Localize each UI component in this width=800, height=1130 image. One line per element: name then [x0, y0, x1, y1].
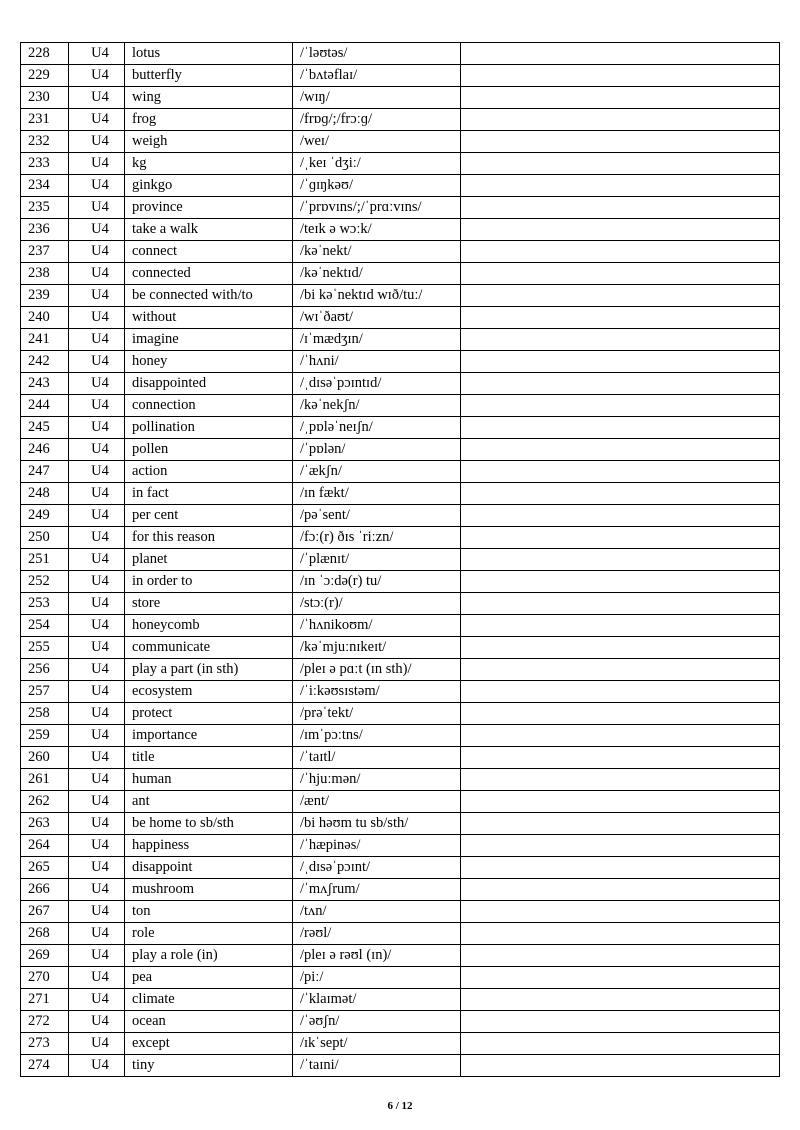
pronunciation-cell: /ˈhʌni/: [293, 351, 461, 373]
table-row: [21, 43, 780, 65]
vocabulary-table-body: [21, 43, 780, 1077]
word-cell: pea: [125, 967, 293, 989]
unit-cell: U4: [69, 571, 125, 593]
table-row: [21, 395, 780, 417]
word-cell: climate: [125, 989, 293, 1011]
unit-cell: U4: [69, 373, 125, 395]
blank-cell: [461, 417, 780, 439]
entry-number-cell: 245: [21, 417, 69, 439]
pronunciation-cell: /ˈtaɪni/: [293, 1055, 461, 1077]
unit-cell: U4: [69, 989, 125, 1011]
unit-cell: U4: [69, 395, 125, 417]
word-cell: wing: [125, 87, 293, 109]
blank-cell: [461, 967, 780, 989]
table-row: [21, 989, 780, 1011]
pronunciation-cell: /ˈhʌnikoʊm/: [293, 615, 461, 637]
table-row: [21, 439, 780, 461]
entry-number-cell: 234: [21, 175, 69, 197]
pronunciation-cell: /bi həʊm tu sb/sth/: [293, 813, 461, 835]
unit-cell: U4: [69, 813, 125, 835]
table-row: [21, 285, 780, 307]
pronunciation-cell: /ˈbʌtəflaɪ/: [293, 65, 461, 87]
unit-cell: U4: [69, 747, 125, 769]
entry-number-cell: 242: [21, 351, 69, 373]
pronunciation-cell: /ɪn ˈɔːdə(r) tu/: [293, 571, 461, 593]
blank-cell: [461, 131, 780, 153]
table-row: [21, 175, 780, 197]
blank-cell: [461, 857, 780, 879]
blank-cell: [461, 637, 780, 659]
table-row: [21, 153, 780, 175]
entry-number-cell: 265: [21, 857, 69, 879]
unit-cell: U4: [69, 329, 125, 351]
unit-cell: U4: [69, 681, 125, 703]
unit-cell: U4: [69, 659, 125, 681]
pronunciation-cell: /ˈɡɪŋkəʊ/: [293, 175, 461, 197]
table-row: [21, 1011, 780, 1033]
entry-number-cell: 256: [21, 659, 69, 681]
word-cell: butterfly: [125, 65, 293, 87]
blank-cell: [461, 373, 780, 395]
unit-cell: U4: [69, 483, 125, 505]
blank-cell: [461, 747, 780, 769]
entry-number-cell: 255: [21, 637, 69, 659]
word-cell: take a walk: [125, 219, 293, 241]
pronunciation-cell: /tʌn/: [293, 901, 461, 923]
entry-number-cell: 254: [21, 615, 69, 637]
word-cell: connect: [125, 241, 293, 263]
entry-number-cell: 232: [21, 131, 69, 153]
entry-number-cell: 236: [21, 219, 69, 241]
word-cell: communicate: [125, 637, 293, 659]
blank-cell: [461, 1011, 780, 1033]
unit-cell: U4: [69, 219, 125, 241]
entry-number-cell: 230: [21, 87, 69, 109]
entry-number-cell: 244: [21, 395, 69, 417]
blank-cell: [461, 769, 780, 791]
table-row: [21, 1033, 780, 1055]
word-cell: ton: [125, 901, 293, 923]
table-row: [21, 351, 780, 373]
entry-number-cell: 271: [21, 989, 69, 1011]
word-cell: role: [125, 923, 293, 945]
word-cell: for this reason: [125, 527, 293, 549]
pronunciation-cell: /piː/: [293, 967, 461, 989]
table-row: [21, 131, 780, 153]
word-cell: frog: [125, 109, 293, 131]
table-row: [21, 901, 780, 923]
unit-cell: U4: [69, 153, 125, 175]
word-cell: imagine: [125, 329, 293, 351]
entry-number-cell: 273: [21, 1033, 69, 1055]
blank-cell: [461, 835, 780, 857]
table-row: [21, 549, 780, 571]
entry-number-cell: 253: [21, 593, 69, 615]
word-cell: connected: [125, 263, 293, 285]
table-row: [21, 197, 780, 219]
table-row: [21, 1055, 780, 1077]
word-cell: be connected with/to: [125, 285, 293, 307]
blank-cell: [461, 901, 780, 923]
entry-number-cell: 269: [21, 945, 69, 967]
pronunciation-cell: /ɪn fækt/: [293, 483, 461, 505]
pronunciation-cell: /ˌpɒləˈneɪʃn/: [293, 417, 461, 439]
word-cell: human: [125, 769, 293, 791]
entry-number-cell: 233: [21, 153, 69, 175]
word-cell: honey: [125, 351, 293, 373]
pronunciation-cell: /ˈmʌʃrum/: [293, 879, 461, 901]
pronunciation-cell: /pleɪ ə pɑːt (ɪn sth)/: [293, 659, 461, 681]
pronunciation-cell: /ɪkˈsept/: [293, 1033, 461, 1055]
unit-cell: U4: [69, 1033, 125, 1055]
entry-number-cell: 267: [21, 901, 69, 923]
table-row: [21, 307, 780, 329]
unit-cell: U4: [69, 615, 125, 637]
word-cell: be home to sb/sth: [125, 813, 293, 835]
entry-number-cell: 268: [21, 923, 69, 945]
pronunciation-cell: /ˈplænɪt/: [293, 549, 461, 571]
blank-cell: [461, 593, 780, 615]
blank-cell: [461, 219, 780, 241]
table-row: [21, 263, 780, 285]
entry-number-cell: 235: [21, 197, 69, 219]
pronunciation-cell: /fɔː(r) ðɪs ˈriːzn/: [293, 527, 461, 549]
word-cell: planet: [125, 549, 293, 571]
pronunciation-cell: /ˈhjuːmən/: [293, 769, 461, 791]
table-row: [21, 813, 780, 835]
word-cell: ant: [125, 791, 293, 813]
blank-cell: [461, 813, 780, 835]
blank-cell: [461, 263, 780, 285]
table-row: [21, 637, 780, 659]
blank-cell: [461, 307, 780, 329]
word-cell: per cent: [125, 505, 293, 527]
pronunciation-cell: /ˈiːkəʊsɪstəm/: [293, 681, 461, 703]
table-row: [21, 747, 780, 769]
word-cell: honeycomb: [125, 615, 293, 637]
unit-cell: U4: [69, 703, 125, 725]
blank-cell: [461, 175, 780, 197]
word-cell: connection: [125, 395, 293, 417]
blank-cell: [461, 989, 780, 1011]
pronunciation-cell: /ˈpɒlən/: [293, 439, 461, 461]
entry-number-cell: 266: [21, 879, 69, 901]
blank-cell: [461, 505, 780, 527]
table-row: [21, 593, 780, 615]
unit-cell: U4: [69, 967, 125, 989]
table-row: [21, 945, 780, 967]
entry-number-cell: 241: [21, 329, 69, 351]
word-cell: ocean: [125, 1011, 293, 1033]
pronunciation-cell: /kəˈnekʃn/: [293, 395, 461, 417]
pronunciation-cell: /ˌkeɪ ˈdʒiː/: [293, 153, 461, 175]
word-cell: ecosystem: [125, 681, 293, 703]
pronunciation-cell: /kəˈmjuːnɪkeɪt/: [293, 637, 461, 659]
entry-number-cell: 260: [21, 747, 69, 769]
pronunciation-cell: /ˈækʃn/: [293, 461, 461, 483]
blank-cell: [461, 43, 780, 65]
blank-cell: [461, 615, 780, 637]
pronunciation-cell: /ˈklaɪmət/: [293, 989, 461, 1011]
entry-number-cell: 250: [21, 527, 69, 549]
unit-cell: U4: [69, 549, 125, 571]
entry-number-cell: 252: [21, 571, 69, 593]
blank-cell: [461, 483, 780, 505]
blank-cell: [461, 153, 780, 175]
entry-number-cell: 229: [21, 65, 69, 87]
word-cell: title: [125, 747, 293, 769]
unit-cell: U4: [69, 417, 125, 439]
entry-number-cell: 243: [21, 373, 69, 395]
pronunciation-cell: /frɒɡ/;/frɔːɡ/: [293, 109, 461, 131]
word-cell: action: [125, 461, 293, 483]
word-cell: tiny: [125, 1055, 293, 1077]
word-cell: happiness: [125, 835, 293, 857]
word-cell: importance: [125, 725, 293, 747]
table-row: [21, 725, 780, 747]
word-cell: store: [125, 593, 293, 615]
blank-cell: [461, 197, 780, 219]
entry-number-cell: 257: [21, 681, 69, 703]
blank-cell: [461, 65, 780, 87]
table-row: [21, 109, 780, 131]
word-cell: disappoint: [125, 857, 293, 879]
unit-cell: U4: [69, 285, 125, 307]
table-row: [21, 769, 780, 791]
blank-cell: [461, 945, 780, 967]
unit-cell: U4: [69, 1011, 125, 1033]
table-row: [21, 659, 780, 681]
blank-cell: [461, 439, 780, 461]
unit-cell: U4: [69, 307, 125, 329]
table-row: [21, 87, 780, 109]
word-cell: without: [125, 307, 293, 329]
vocabulary-table: [20, 42, 780, 1077]
table-row: [21, 373, 780, 395]
blank-cell: [461, 703, 780, 725]
blank-cell: [461, 879, 780, 901]
unit-cell: U4: [69, 351, 125, 373]
blank-cell: [461, 329, 780, 351]
blank-cell: [461, 285, 780, 307]
unit-cell: U4: [69, 109, 125, 131]
unit-cell: U4: [69, 65, 125, 87]
pronunciation-cell: /ˌdɪsəˈpɔɪnt/: [293, 857, 461, 879]
unit-cell: U4: [69, 835, 125, 857]
table-row: [21, 967, 780, 989]
unit-cell: U4: [69, 197, 125, 219]
word-cell: protect: [125, 703, 293, 725]
entry-number-cell: 264: [21, 835, 69, 857]
unit-cell: U4: [69, 901, 125, 923]
blank-cell: [461, 1033, 780, 1055]
unit-cell: U4: [69, 175, 125, 197]
word-cell: pollen: [125, 439, 293, 461]
pronunciation-cell: /teɪk ə wɔːk/: [293, 219, 461, 241]
pronunciation-cell: /ænt/: [293, 791, 461, 813]
blank-cell: [461, 571, 780, 593]
pronunciation-cell: /pəˈsent/: [293, 505, 461, 527]
pronunciation-cell: /ˈəʊʃn/: [293, 1011, 461, 1033]
table-row: [21, 527, 780, 549]
unit-cell: U4: [69, 879, 125, 901]
table-row: [21, 505, 780, 527]
entry-number-cell: 270: [21, 967, 69, 989]
table-row: [21, 791, 780, 813]
page-number: 6 / 12: [387, 1100, 413, 1112]
blank-cell: [461, 87, 780, 109]
unit-cell: U4: [69, 131, 125, 153]
table-row: [21, 483, 780, 505]
table-row: [21, 615, 780, 637]
table-row: [21, 65, 780, 87]
pronunciation-cell: /ˈtaɪtl/: [293, 747, 461, 769]
table-row: [21, 417, 780, 439]
pronunciation-cell: /wɪˈðaʊt/: [293, 307, 461, 329]
unit-cell: U4: [69, 593, 125, 615]
table-row: [21, 681, 780, 703]
entry-number-cell: 272: [21, 1011, 69, 1033]
word-cell: except: [125, 1033, 293, 1055]
unit-cell: U4: [69, 263, 125, 285]
entry-number-cell: 259: [21, 725, 69, 747]
word-cell: ginkgo: [125, 175, 293, 197]
pronunciation-cell: /ˈləʊtəs/: [293, 43, 461, 65]
entry-number-cell: 239: [21, 285, 69, 307]
unit-cell: U4: [69, 945, 125, 967]
pronunciation-cell: /ˈprɒvɪns/;/ˈprɑːvɪns/: [293, 197, 461, 219]
table-row: [21, 571, 780, 593]
unit-cell: U4: [69, 461, 125, 483]
pronunciation-cell: /weɪ/: [293, 131, 461, 153]
pronunciation-cell: /ɪˈmædʒɪn/: [293, 329, 461, 351]
word-cell: kg: [125, 153, 293, 175]
unit-cell: U4: [69, 791, 125, 813]
entry-number-cell: 247: [21, 461, 69, 483]
word-cell: play a role (in): [125, 945, 293, 967]
pronunciation-cell: /rəʊl/: [293, 923, 461, 945]
pronunciation-cell: /kəˈnektɪd/: [293, 263, 461, 285]
unit-cell: U4: [69, 857, 125, 879]
entry-number-cell: 262: [21, 791, 69, 813]
unit-cell: U4: [69, 505, 125, 527]
entry-number-cell: 274: [21, 1055, 69, 1077]
table-row: [21, 461, 780, 483]
blank-cell: [461, 1055, 780, 1077]
table-row: [21, 857, 780, 879]
word-cell: in fact: [125, 483, 293, 505]
pronunciation-cell: /ˌdɪsəˈpɔɪntɪd/: [293, 373, 461, 395]
blank-cell: [461, 923, 780, 945]
word-cell: province: [125, 197, 293, 219]
entry-number-cell: 263: [21, 813, 69, 835]
word-cell: play a part (in sth): [125, 659, 293, 681]
pronunciation-cell: /kəˈnekt/: [293, 241, 461, 263]
unit-cell: U4: [69, 1055, 125, 1077]
word-cell: pollination: [125, 417, 293, 439]
unit-cell: U4: [69, 725, 125, 747]
unit-cell: U4: [69, 923, 125, 945]
table-row: [21, 241, 780, 263]
unit-cell: U4: [69, 43, 125, 65]
table-row: [21, 219, 780, 241]
word-cell: mushroom: [125, 879, 293, 901]
unit-cell: U4: [69, 769, 125, 791]
blank-cell: [461, 527, 780, 549]
entry-number-cell: 237: [21, 241, 69, 263]
blank-cell: [461, 351, 780, 373]
blank-cell: [461, 681, 780, 703]
word-cell: weigh: [125, 131, 293, 153]
table-row: [21, 703, 780, 725]
entry-number-cell: 228: [21, 43, 69, 65]
unit-cell: U4: [69, 241, 125, 263]
blank-cell: [461, 659, 780, 681]
entry-number-cell: 258: [21, 703, 69, 725]
entry-number-cell: 248: [21, 483, 69, 505]
entry-number-cell: 261: [21, 769, 69, 791]
pronunciation-cell: /prəˈtekt/: [293, 703, 461, 725]
entry-number-cell: 251: [21, 549, 69, 571]
unit-cell: U4: [69, 527, 125, 549]
unit-cell: U4: [69, 87, 125, 109]
pronunciation-cell: /bi kəˈnektɪd wɪð/tuː/: [293, 285, 461, 307]
pronunciation-cell: /ˈhæpinəs/: [293, 835, 461, 857]
pronunciation-cell: /ɪmˈpɔːtns/: [293, 725, 461, 747]
blank-cell: [461, 791, 780, 813]
blank-cell: [461, 395, 780, 417]
blank-cell: [461, 109, 780, 131]
pronunciation-cell: /pleɪ ə rəʊl (ɪn)/: [293, 945, 461, 967]
blank-cell: [461, 241, 780, 263]
pronunciation-cell: /wɪŋ/: [293, 87, 461, 109]
word-cell: disappointed: [125, 373, 293, 395]
unit-cell: U4: [69, 439, 125, 461]
blank-cell: [461, 549, 780, 571]
entry-number-cell: 246: [21, 439, 69, 461]
table-row: [21, 835, 780, 857]
unit-cell: U4: [69, 637, 125, 659]
entry-number-cell: 231: [21, 109, 69, 131]
pronunciation-cell: /stɔː(r)/: [293, 593, 461, 615]
entry-number-cell: 238: [21, 263, 69, 285]
entry-number-cell: 249: [21, 505, 69, 527]
entry-number-cell: 240: [21, 307, 69, 329]
word-cell: in order to: [125, 571, 293, 593]
word-cell: lotus: [125, 43, 293, 65]
blank-cell: [461, 725, 780, 747]
table-row: [21, 879, 780, 901]
table-row: [21, 329, 780, 351]
table-row: [21, 923, 780, 945]
blank-cell: [461, 461, 780, 483]
